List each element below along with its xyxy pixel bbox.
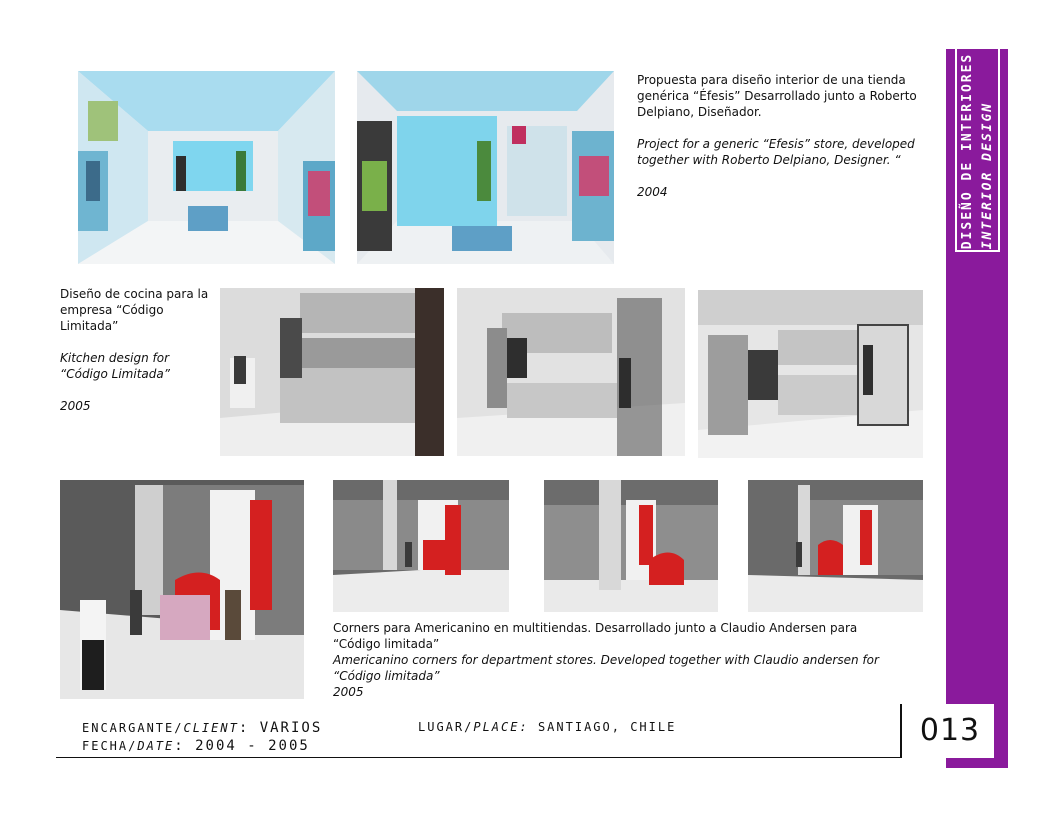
side-title — [955, 49, 1000, 252]
kitchen-description — [60, 286, 210, 414]
kitchen-render-1 — [220, 288, 444, 456]
client-value: : VARIOS — [238, 720, 323, 736]
corners-desc-es: Corners para Americanino en multitiendas. Desarrollado junto a Claudio Andersen para “Código limitada” — [333, 621, 858, 651]
date-label-en: DATE — [137, 739, 175, 753]
corner-render-4 — [748, 480, 923, 612]
footer-client — [82, 720, 322, 736]
efesis-store-render-2 — [357, 71, 614, 264]
kitchen-render-2 — [457, 288, 685, 456]
date-value: : 2004 - 2005 — [174, 738, 310, 754]
side-title-es: DISEÑO DE INTERIORES — [959, 52, 975, 249]
side-title-en: INTERIOR DESIGN — [979, 101, 995, 249]
kitchen-year: 2005 — [60, 399, 91, 413]
kitchen-desc-en: Kitchen design for “Código Limitada” — [60, 351, 170, 381]
place-label-en: PLACE: — [473, 720, 529, 734]
efesis-desc-es: Propuesta para diseño interior de una tienda genérica “Éfesis” Desarrollado junto a Roberto Delpiano, Diseñador. — [637, 73, 917, 119]
corners-desc-en: Americanino corners for department stores. Developed together with Claudio andersen for “Código limitada” — [333, 653, 879, 683]
page-number: 013 — [919, 713, 981, 748]
corners-year: 2005 — [333, 685, 364, 699]
corners-description — [333, 620, 908, 700]
corner-render-2 — [333, 480, 509, 612]
place-value: SANTIAGO, CHILE — [528, 720, 677, 734]
efesis-desc-en: Project for a generic “Efesis” store, developed together with Roberto Delpiano, Designer. “ — [637, 137, 915, 167]
date-label-es: FECHA/ — [82, 739, 138, 753]
corner-render-3 — [544, 480, 718, 612]
place-label-es: LUGAR/ — [418, 720, 474, 734]
corner-render-main — [60, 480, 304, 699]
efesis-description — [637, 72, 927, 200]
efesis-store-render-1 — [78, 71, 335, 264]
kitchen-render-3 — [698, 290, 923, 458]
efesis-year: 2004 — [637, 185, 668, 199]
footer-rule — [56, 757, 902, 758]
footer-date — [82, 738, 310, 754]
client-label-es: ENCARGANTE/ — [82, 721, 184, 735]
client-label-en: CLIENT — [183, 721, 239, 735]
footer-place — [418, 720, 676, 734]
kitchen-desc-es: Diseño de cocina para la empresa “Código Limitada” — [60, 287, 209, 333]
